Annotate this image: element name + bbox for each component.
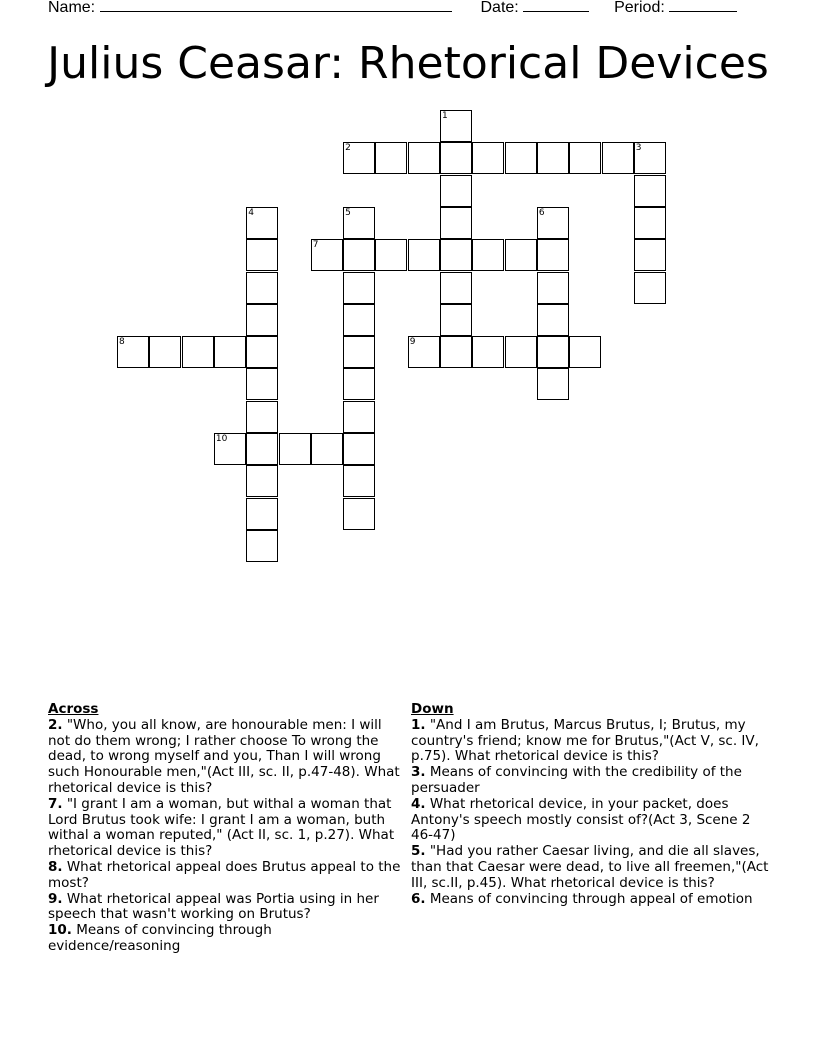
grid-cell[interactable] (440, 239, 472, 271)
clue-number: 7. (48, 795, 63, 812)
grid-cell[interactable] (537, 142, 569, 174)
clue-text: "I grant I am a woman, but withal a woman that Lord Brutus took wife: I grant I am a woman, buth withal a woman reputed," (Act II, sc. 1, p.27). What rhetorical device is this? (48, 795, 395, 860)
grid-cell[interactable] (634, 272, 666, 304)
clue-number: 6. (411, 890, 426, 907)
cell-number: 6 (538, 207, 545, 218)
grid-cell[interactable] (279, 433, 311, 465)
clue-text: Means of convincing with the credibility of the persuader (411, 764, 742, 796)
grid-cell[interactable] (246, 304, 278, 336)
clue-number: 10. (48, 922, 72, 939)
cell-number: 1 (442, 111, 448, 121)
clue-number: 9. (48, 890, 63, 907)
grid-cell[interactable] (505, 239, 537, 271)
grid-cell[interactable] (440, 207, 472, 239)
grid-cell[interactable] (246, 465, 278, 497)
grid-cell[interactable] (537, 304, 569, 336)
clue-number: 4. (411, 795, 426, 812)
clue-number: 5. (411, 843, 426, 860)
grid-cell[interactable] (343, 239, 375, 271)
clue-text: What rhetorical appeal was Portia using in her speech that wasn't working on Brutus? (48, 890, 379, 923)
grid-cell[interactable] (246, 239, 278, 271)
grid-cell[interactable] (408, 239, 440, 271)
grid-cell[interactable] (311, 239, 343, 271)
grid-cell[interactable] (408, 336, 440, 368)
grid-cell[interactable] (472, 336, 504, 368)
grid-cell[interactable] (246, 498, 278, 530)
grid-cell[interactable] (440, 110, 472, 142)
cell-number: 5 (345, 207, 351, 218)
grid-cell[interactable] (214, 433, 246, 465)
name-label: Name: (48, 0, 96, 16)
grid-cell[interactable] (634, 239, 666, 271)
clue-text: Means of convincing through evidence/reasoning (48, 922, 272, 954)
grid-cell[interactable] (343, 465, 375, 497)
grid-cell[interactable] (311, 433, 343, 465)
grid-cell[interactable] (602, 142, 634, 174)
date-label: Date: (480, 0, 519, 16)
cell-number: 10 (215, 434, 228, 444)
clue-across-9 (48, 892, 408, 924)
across-heading: Across (48, 701, 99, 717)
grid-cell[interactable] (375, 239, 407, 271)
grid-cell[interactable] (440, 272, 472, 304)
grid-cell[interactable] (440, 142, 472, 174)
grid-cell[interactable] (440, 336, 472, 368)
period-label: Period: (614, 0, 665, 16)
cell-number: 3 (635, 143, 642, 154)
grid-cell[interactable] (343, 368, 375, 400)
grid-cell[interactable] (440, 175, 472, 207)
grid-cell[interactable] (246, 530, 278, 562)
grid-cell[interactable] (343, 433, 375, 465)
grid-cell[interactable] (246, 336, 278, 368)
grid-cell[interactable] (246, 368, 278, 400)
grid-cell[interactable] (214, 336, 246, 368)
cell-number: 9 (409, 337, 416, 348)
across-clues (48, 702, 408, 955)
grid-cell[interactable] (149, 336, 181, 368)
grid-cell[interactable] (408, 142, 440, 174)
clue-number: 1. (411, 716, 426, 733)
clue-down-4 (411, 797, 771, 844)
grid-cell[interactable] (343, 336, 375, 368)
grid-cell[interactable] (343, 401, 375, 433)
grid-cell[interactable] (246, 272, 278, 304)
grid-cell[interactable] (246, 207, 278, 239)
grid-cell[interactable] (537, 336, 569, 368)
grid-cell[interactable] (343, 207, 375, 239)
grid-cell[interactable] (440, 304, 472, 336)
clue-down-5 (411, 844, 771, 891)
grid-cell[interactable] (117, 336, 149, 368)
grid-cell[interactable] (537, 207, 569, 239)
grid-cell[interactable] (537, 239, 569, 271)
clue-down-3 (411, 765, 771, 797)
down-heading: Down (411, 701, 454, 717)
grid-cell[interactable] (343, 498, 375, 530)
grid-cell[interactable] (472, 142, 504, 174)
clue-across-8 (48, 860, 408, 892)
clue-text: What rhetorical appeal does Brutus appeal to the most? (48, 858, 401, 891)
grid-cell[interactable] (634, 207, 666, 239)
clue-across-7 (48, 797, 408, 860)
clue-across-10 (48, 923, 408, 955)
cell-number: 2 (345, 143, 351, 154)
grid-cell[interactable] (569, 142, 601, 174)
clue-down-6 (411, 892, 771, 908)
grid-cell[interactable] (246, 433, 278, 465)
clue-text: "And I am Brutus, Marcus Brutus, I; Brutus, my country's friend; know me for Brutus,"(Act V, sc. IV, p.75). What rhetorical device is this? (411, 716, 759, 765)
clue-number: 2. (48, 716, 63, 733)
grid-cell[interactable] (343, 304, 375, 336)
grid-cell[interactable] (375, 142, 407, 174)
grid-cell[interactable] (505, 142, 537, 174)
clue-down-1 (411, 718, 771, 765)
clue-text: What rhetorical device, in your packet, does Antony's speech mostly consist of?(Act 3, Scene 2 46-47) (411, 795, 751, 844)
cell-number: 7 (312, 240, 319, 251)
clue-across-2 (48, 718, 408, 797)
down-clues (411, 702, 771, 907)
clue-text: Means of convincing through appeal of emotion (429, 890, 753, 907)
clue-text: "Who, you all know, are honourable men: I will not do them wrong; I rather choose To wrong the dead, to wrong myself and you, Than I will wrong such Honourable men,"(Act III, sc. II, p.47-48). What rhetorical device is this? (48, 716, 400, 796)
cell-number: 4 (248, 207, 254, 218)
page-title: Julius Ceasar: Rhetorical Devices (47, 38, 769, 89)
grid-cell[interactable] (472, 239, 504, 271)
clue-number: 3. (411, 764, 426, 781)
grid-cell[interactable] (182, 336, 214, 368)
grid-cell[interactable] (634, 175, 666, 207)
grid-cell[interactable] (537, 368, 569, 400)
grid-cell[interactable] (343, 142, 375, 174)
grid-cell[interactable] (246, 401, 278, 433)
grid-cell[interactable] (569, 336, 601, 368)
clue-text: "Had you rather Caesar living, and die all slaves, than that Caesar were dead, to live all freemen,"(Act III, sc.II, p.45). What rhetorical device is this? (411, 843, 769, 891)
grid-cell[interactable] (343, 272, 375, 304)
grid-cell[interactable] (634, 142, 666, 174)
clue-number: 8. (48, 858, 63, 875)
grid-cell[interactable] (537, 272, 569, 304)
cell-number: 8 (119, 337, 125, 348)
grid-cell[interactable] (505, 336, 537, 368)
